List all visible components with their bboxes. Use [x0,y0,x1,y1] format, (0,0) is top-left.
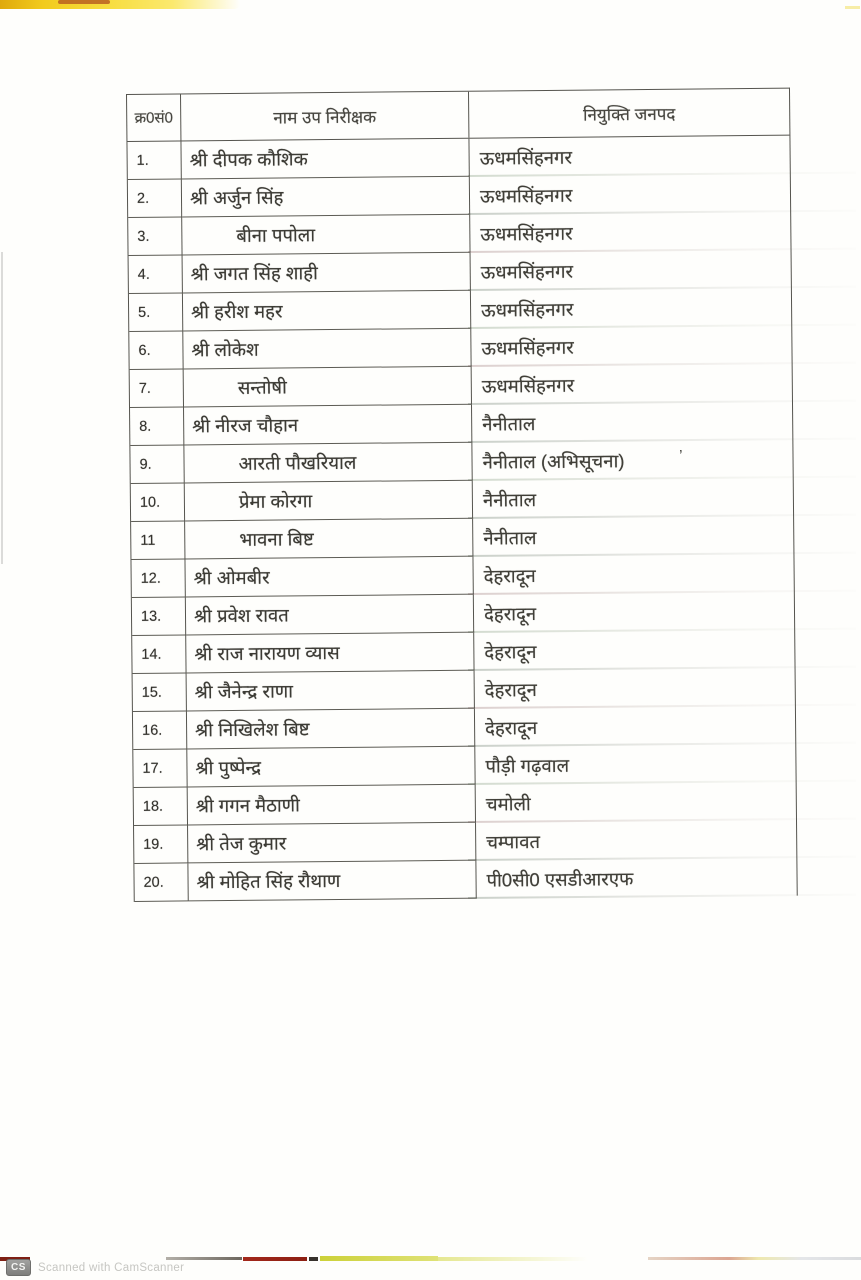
row-district: देहरादून [484,640,537,663]
row-name: आरती पौखरियाल [184,443,472,484]
row-serial: 8. [130,407,184,446]
row-name: श्री जगत सिंह शाही [183,253,471,294]
row-district: ऊधमसिंहनगर [481,374,575,397]
row-name: श्री पुष्पेन्द्र [187,747,475,788]
row-district: ऊधमसिंहनगर [480,260,574,283]
row-district: ऊधमसिंहनगर [480,222,573,245]
table-row [130,402,792,446]
row-district: ऊधमसिंहनगर [479,146,573,169]
row-serial: 17. [133,749,187,788]
table-row [130,440,792,484]
row-district: चम्पावत [486,830,541,853]
scan-artifact-dot [845,6,860,9]
row-serial: 3. [128,217,182,256]
row-serial: 5. [129,293,183,332]
row-district: देहरादून [484,678,537,701]
row-district: ऊधमसिंहनगर [481,336,574,359]
row-district: नैनीताल (अभिसूचना) [482,449,625,473]
row-district: नैनीताल [482,412,536,435]
camscanner-watermark [6,1259,184,1276]
table-row [133,706,795,750]
camscanner-logo-icon: CS [6,1259,31,1276]
table-row [128,212,790,256]
row-serial: 7. [130,369,184,408]
col-header-serial: क्र0सं0 [127,94,181,141]
row-name: श्री राज नारायण व्यास [186,633,474,674]
table-row [133,744,795,788]
row-name: श्री दीपक कौशिक [181,139,469,180]
bottom-streak-yellow-fade [438,1257,588,1261]
row-name: श्री निखिलेश बिष्ट [187,709,475,750]
row-name: श्री प्रवेश रावत [186,595,474,636]
table-row [130,364,792,408]
table-row [134,782,796,826]
bottom-streak-darkred [243,1257,307,1261]
bottom-streak-dark-dot [309,1257,318,1261]
stray-pen-mark: ’ [679,448,683,465]
row-serial: 13. [132,597,186,636]
row-serial: 20. [134,863,188,902]
bottom-streak-multicolor [648,1257,861,1260]
table-row [134,820,796,864]
row-serial: 2. [128,179,182,218]
row-name: भावना बिष्ट [185,519,473,560]
row-name: श्री लोकेश [183,329,471,370]
row-serial: 19. [134,825,188,864]
row-name: श्री नीरज चौहान [184,405,472,446]
row-name: श्री जैनेन्द्र राणा [187,671,475,712]
row-name: श्री तेज कुमार [188,823,476,864]
row-name: प्रेमा कोरगा [185,481,473,522]
row-district: नैनीताल [482,488,537,511]
table-row [129,250,791,294]
row-district: पी0सी0 एसडीआरएफ [486,867,634,891]
table-rows [127,136,796,902]
table-row [134,858,796,902]
table-row [132,630,794,674]
bottom-streak-yellow [320,1256,438,1261]
row-name: श्री गगन मैठाणी [188,785,476,826]
table-row [129,326,791,370]
row-serial: 16. [133,711,187,750]
row-district: चमोली [485,792,531,815]
row-name: श्री ओमबीर [185,557,473,598]
row-serial: 9. [130,445,184,484]
table-row [131,478,793,522]
postings-table [126,88,798,902]
table-row [129,288,791,332]
row-name: श्री मोहित सिंह रौथाण [188,861,476,902]
col-header-district: नियुक्ति जनपद [582,104,676,125]
col-header-name: नाम उप निरीक्षक [181,92,469,141]
row-district: ऊधमसिंहनगर [480,298,574,321]
row-name: बीना पपोला [182,215,470,256]
table-header-row [127,89,789,142]
row-serial: 11 [131,521,185,560]
row-serial: 4. [129,255,183,294]
row-serial: 15. [133,673,187,712]
row-name: श्री अर्जुन सिंह [182,177,470,218]
table-row [131,516,793,560]
row-district: देहरादून [484,716,538,739]
table-row [128,174,790,218]
highlighter-mark-top-dark [58,0,110,4]
row-serial: 6. [129,331,183,370]
row-serial: 1. [127,141,181,180]
row-district: नैनीताल [483,526,537,549]
row-name: श्री हरीश महर [183,291,471,332]
table-row [127,136,789,180]
row-serial: 10. [131,483,185,522]
table-row [132,592,794,636]
row-serial: 12. [131,559,185,598]
table-row [131,554,793,598]
row-district: देहरादून [483,602,537,625]
scan-artifact-left-line [1,252,3,564]
row-serial: 18. [134,787,188,826]
row-district: देहरादून [483,564,536,587]
table-row [133,668,795,712]
row-serial: 14. [132,635,186,674]
camscanner-label: Scanned with CamScanner [38,1261,185,1274]
row-name: सन्तोषी [184,367,472,408]
highlighter-mark-top [0,0,240,9]
row-district: पौड़ी गढ़वाल [485,754,570,777]
row-district: ऊधमसिंहनगर [479,184,573,207]
